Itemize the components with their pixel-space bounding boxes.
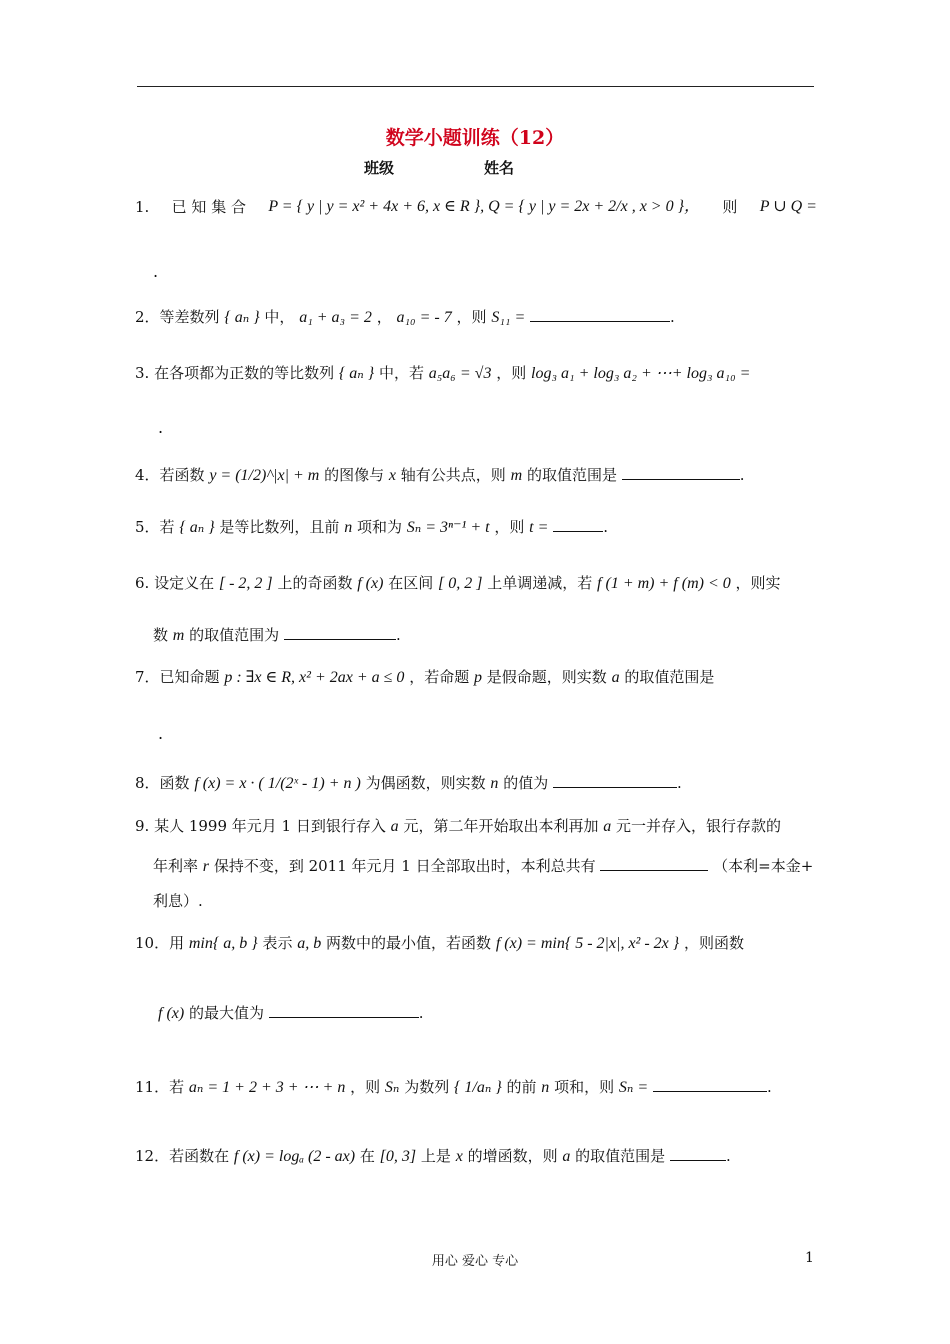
- page-footer: 用心 爱心 专心: [431, 1254, 519, 1269]
- problem-4-formula: x: [388, 467, 397, 484]
- problem-8-text: 8．函数: [135, 774, 190, 792]
- problem-9-text: 保持不变，到 2011 年元月 1 日全部取出时，本利总共有: [213, 857, 596, 875]
- problem-2-text: ，则: [456, 308, 487, 326]
- problem-9-text: 9. 某人 1999 年元月 1 日到银行存入: [135, 817, 386, 835]
- problem-4-formula: m: [510, 467, 523, 484]
- problem-10-formula: f (x): [158, 1005, 185, 1022]
- problem-5-formula: n: [344, 519, 353, 536]
- problem-2-formula: a₁ + a₃ = 2: [299, 309, 372, 326]
- page-title: 数学小题训练（12）: [385, 127, 565, 149]
- problem-9-formula: a: [603, 818, 612, 835]
- problem-12: 12．若函数在 f (x) = logₐ (2 - ax) 在 [0, 3] 上是 x 的增函数，则 a 的取值范围是 .: [135, 1147, 731, 1165]
- problem-5-formula: { aₙ }: [179, 519, 215, 536]
- problem-6-formula: f (1 + m) + f (m) < 0: [597, 575, 731, 592]
- problem-1-text: 已 知 集 合: [171, 198, 246, 216]
- problem-4-text: 的图像与: [324, 466, 385, 484]
- problem-2-text: ，: [376, 308, 392, 326]
- class-label: 班级: [364, 159, 395, 177]
- answer-blank[interactable]: [269, 1003, 419, 1018]
- problem-7-formula: p: [474, 669, 483, 686]
- problem-10-text: 两数中的最小值，若函数: [326, 934, 492, 952]
- problem-3-formula: log₃ a₁ + log₃ a₂ + ⋯+ log₃ a₁₀ =: [531, 365, 751, 382]
- problem-2-text: 2．等差数列: [135, 308, 220, 326]
- problem-8-formula: n: [490, 775, 499, 792]
- problem-12-formula: [0, 3]: [379, 1148, 417, 1165]
- problem-2: 2．等差数列 { aₙ } 中， a₁ + a₃ = 2 ， a₁₀ = - 7 ，则 S₁₁ = .: [135, 308, 675, 326]
- problem-10-formula: a, b: [297, 935, 322, 952]
- problem-12-text: 的取值范围是: [575, 1147, 666, 1165]
- problem-12-text: 12．若函数在: [135, 1147, 230, 1165]
- problem-5-formula: Sₙ = 3ⁿ⁻¹ + t: [406, 519, 490, 536]
- problem-10-text: 10．用: [135, 934, 185, 952]
- problem-4-text: 4．若函数: [135, 466, 205, 484]
- problem-4: 4．若函数 y = (1/2)^|x| + m 的图像与 x 轴有公共点，则 m 的取值范围是 .: [135, 466, 745, 484]
- problem-12-formula: x: [455, 1148, 463, 1165]
- answer-blank[interactable]: [653, 1077, 767, 1092]
- problem-9-text: 元，第二年开始取出本利再加: [403, 817, 599, 835]
- problem-5-text: 5．若: [135, 518, 175, 536]
- name-label: 姓名: [484, 159, 515, 177]
- problem-4-text: 的取值范围是: [526, 466, 617, 484]
- problem-6-text: 上单调递减，若: [487, 574, 593, 592]
- problem-11: 11．若 aₙ = 1 + 2 + 3 + ⋯ + n ，则 Sₙ 为数列 { 1/aₙ } 的前 n 项和，则 Sₙ = .: [135, 1078, 772, 1096]
- problem-10-formula: f (x) = min{ 5 - 2|x|, x² - 2x }: [495, 935, 680, 952]
- problem-11-formula: aₙ = 1 + 2 + 3 + ⋯ + n: [188, 1079, 346, 1096]
- problem-2-formula: a₁₀ = - 7: [396, 309, 452, 326]
- problem-5-text: 项和为: [356, 518, 402, 536]
- problem-2-formula: S₁₁ =: [491, 309, 526, 326]
- problem-11-formula: Sₙ: [384, 1079, 400, 1096]
- problem-10-text: 表示: [262, 934, 293, 952]
- header-rule: [137, 86, 814, 87]
- problem-1-formula: P = { y | y = x² + 4x + 6, x ∈ R }, Q = { y | y = 2x + 2/x , x > 0 }，: [268, 198, 700, 215]
- problem-6-text: 6. 设定义在: [135, 574, 215, 592]
- problem-11-text: 11．若: [135, 1078, 185, 1096]
- answer-dot: .: [158, 418, 164, 437]
- problem-10-text: ，则函数: [683, 934, 744, 952]
- problem-1-text: 则: [722, 198, 738, 216]
- problem-6-text: 的取值范围为: [189, 626, 280, 644]
- problem-3-text: 中，若: [378, 364, 424, 382]
- problem-9-formula: a: [390, 818, 399, 835]
- problem-8-text: 为偶函数，则实数: [365, 774, 486, 792]
- problem-10-text: 的最大值为: [188, 1004, 264, 1022]
- problem-11-text: 为数列: [404, 1078, 450, 1096]
- answer-blank[interactable]: [553, 517, 603, 532]
- problem-9: [135, 815, 817, 838]
- problem-7-text: ，若命题: [409, 668, 470, 686]
- problem-8-text: 的值为: [503, 774, 549, 792]
- problem-11-text: 项和，则: [554, 1078, 615, 1096]
- problem-4-text: 轴有公共点，则: [400, 466, 506, 484]
- problem-6-text: 在区间: [388, 574, 434, 592]
- answer-blank[interactable]: [284, 625, 396, 640]
- problem-1: [135, 196, 817, 218]
- problem-11-text: 的前: [506, 1078, 537, 1096]
- problem-8: 8．函数 f (x) = x · ( 1/(2ˣ - 1) + n ) 为偶函数，则实数 n 的值为 .: [135, 774, 682, 792]
- problem-3-formula: { aₙ }: [338, 365, 375, 382]
- problem-2-text: 中，: [264, 308, 295, 326]
- problem-9-end: [153, 890, 835, 912]
- problem-7-text: 的取值范围是: [624, 668, 715, 686]
- problem-10: [135, 932, 817, 955]
- problem-6-text: 上的奇函数: [277, 574, 353, 592]
- problem-2-formula: { aₙ }: [224, 309, 260, 326]
- problem-9-formula: r: [202, 858, 210, 875]
- problem-6-formula: f (x): [357, 575, 384, 592]
- problem-1-formula: P ∪ Q =: [759, 198, 817, 215]
- problem-10-formula: min{ a, b }: [188, 935, 258, 952]
- problem-1-number: 1.: [135, 198, 150, 216]
- problem-9-text: （本利=本金+: [713, 857, 814, 875]
- problem-6-formula: [ - 2, 2 ]: [218, 575, 273, 592]
- problem-9-text: 元一并存入，银行存款的: [616, 817, 782, 835]
- problem-12-formula: a: [562, 1148, 571, 1165]
- problem-5-text: ，则: [494, 518, 525, 536]
- problem-3-text: 3. 在各项都为正数的等比数列: [135, 364, 335, 382]
- answer-dot: .: [158, 724, 164, 743]
- answer-dot: .: [153, 262, 159, 281]
- problem-11-formula: { 1/aₙ }: [453, 1079, 502, 1096]
- problem-7-text: 是假命题，则实数: [486, 668, 607, 686]
- problem-3-text: ，则: [496, 364, 527, 382]
- problem-9-text: 利息）.: [153, 892, 203, 910]
- problem-6-text: 数: [153, 626, 169, 644]
- problem-12-text: 上是: [420, 1147, 451, 1165]
- problem-7-formula: a: [611, 669, 620, 686]
- answer-blank[interactable]: [670, 1146, 726, 1161]
- problem-11-formula: n: [541, 1079, 550, 1096]
- problem-11-text: ，则: [350, 1078, 381, 1096]
- problem-3-formula: a₅a₆ = √3: [428, 365, 492, 382]
- problem-12-text: 的增函数，则: [467, 1147, 558, 1165]
- problem-4-formula: y = (1/2)^|x| + m: [209, 467, 320, 484]
- problem-6: [135, 572, 817, 595]
- problem-5-formula: t =: [529, 519, 549, 536]
- problem-5-text: 是等比数列，且前: [219, 518, 340, 536]
- problem-6-continued: 数 m 的取值范围为 .: [153, 626, 401, 644]
- problem-7-text: 7．已知命题: [135, 668, 220, 686]
- problem-9-text: 年利率: [153, 857, 199, 875]
- answer-blank[interactable]: [530, 307, 670, 322]
- answer-blank[interactable]: [622, 465, 740, 480]
- problem-6-formula: m: [172, 627, 185, 644]
- answer-blank[interactable]: [553, 773, 677, 788]
- problem-9-continued: [153, 855, 835, 878]
- problem-12-formula: f (x) = logₐ (2 - ax): [233, 1148, 356, 1165]
- problem-6-text: ，则实: [735, 574, 781, 592]
- problem-10-continued: f (x) 的最大值为 .: [158, 1004, 424, 1022]
- problem-5: 5．若 { aₙ } 是等比数列，且前 n 项和为 Sₙ = 3ⁿ⁻¹ + t ，则 t = .: [135, 518, 608, 536]
- page-number: 1: [805, 1250, 814, 1266]
- problem-7: [135, 666, 817, 689]
- problem-3: [135, 362, 817, 385]
- problem-11-formula: Sₙ =: [618, 1079, 649, 1096]
- problem-7-formula: p : ∃x ∈ R, x² + 2ax + a ≤ 0: [224, 669, 405, 686]
- problem-8-formula: f (x) = x · ( 1/(2ˣ - 1) + n ): [194, 775, 361, 792]
- answer-blank[interactable]: [600, 856, 708, 871]
- problem-12-text: 在: [359, 1147, 375, 1165]
- problem-6-formula: [ 0, 2 ]: [438, 575, 483, 592]
